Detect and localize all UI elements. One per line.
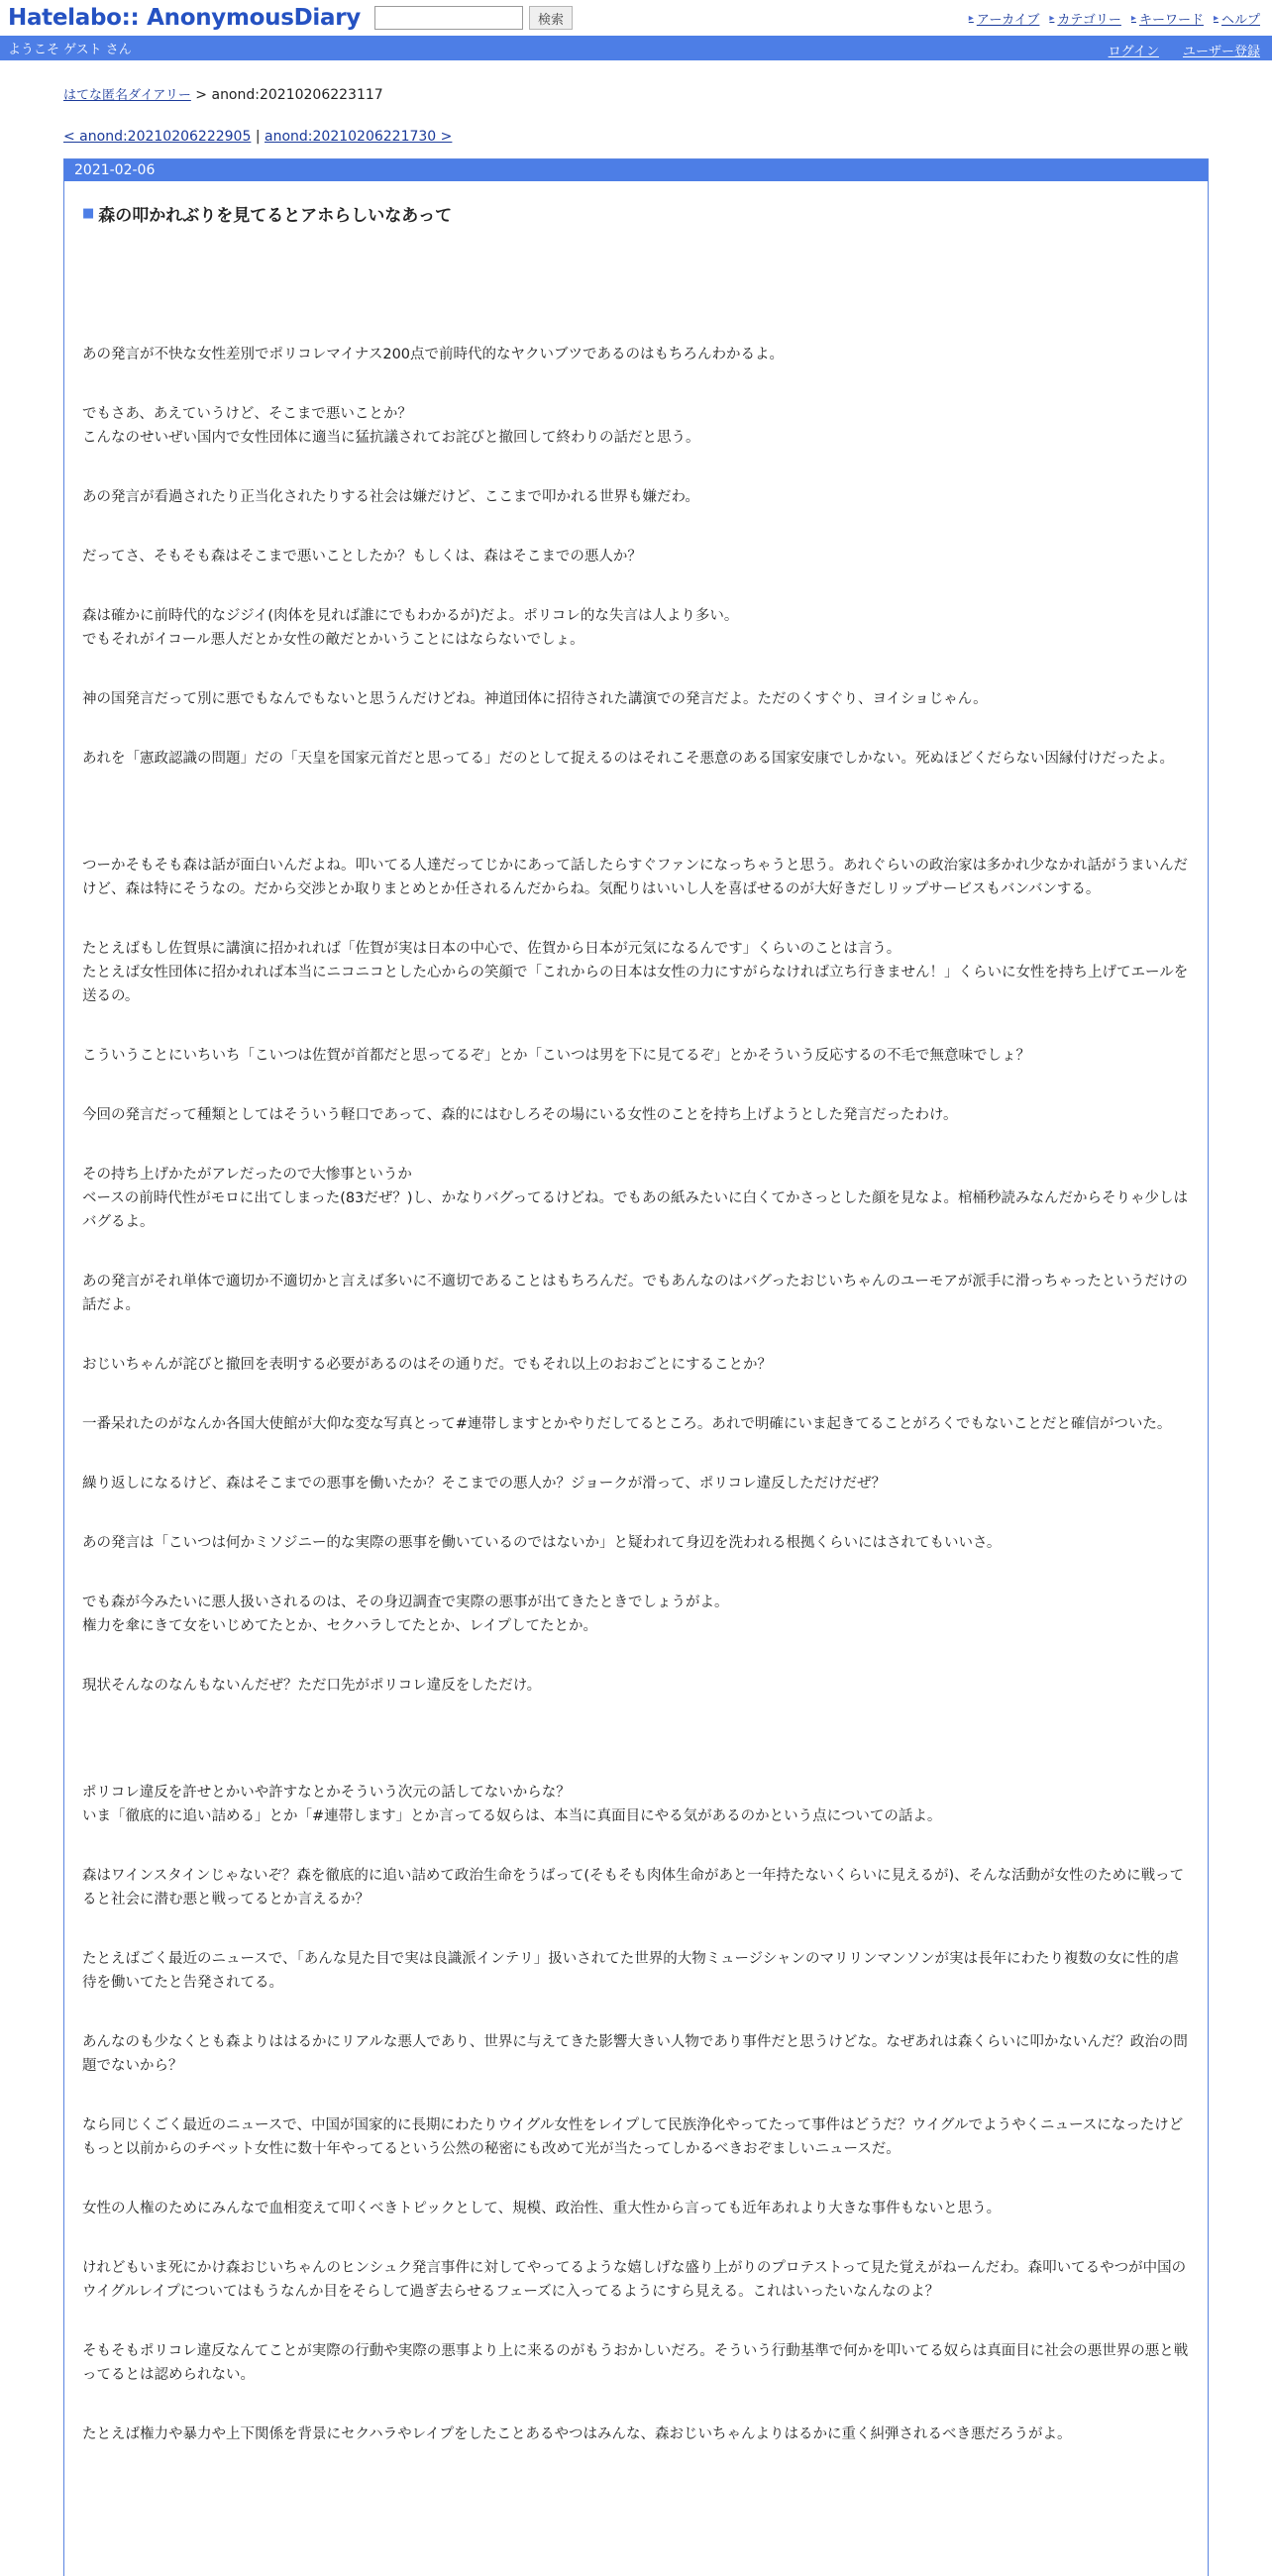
header-nav bbox=[969, 9, 1260, 28]
paragraph-line: あれを「憲政認識の問題」だの「天皇を国家元首だと思ってる」だのとして捉えるのはそれこそ悪意のある国家安康でしかない。死ぬほどくだらない因縁付けだったよ。 bbox=[82, 751, 1174, 767]
paragraph-line: 神の国発言だって別に悪でもなんでもないと思うんだけどね。神道団体に招待された講演での発言だよ。ただのくすぐり、ヨイショじゃん。 bbox=[82, 691, 988, 707]
day-date: 2021-02-06 bbox=[64, 159, 1208, 181]
entry-paragraph bbox=[82, 937, 1190, 1008]
breadcrumb-separator: > bbox=[190, 87, 212, 103]
paragraph-line: ポリコレ違反を許せとかいや許すなとかそういう次元の話してないからな？ bbox=[82, 1785, 571, 1801]
paragraph-line: あんなのも少なくとも森よりははるかにリアルな悪人であり、世界に与えてきた影響大きい人物であり事件だと思うけどな。なぜあれは森くらいに叩かないんだ？政治の問題でないから？ bbox=[82, 2034, 1188, 2074]
arrow-right-icon: ▸ bbox=[1130, 13, 1136, 24]
entry-paragraph bbox=[82, 1531, 1190, 1555]
arrow-right-icon: ▸ bbox=[1213, 13, 1219, 24]
site-logo[interactable]: Hatelabo:: AnonymousDiary bbox=[8, 5, 361, 31]
paragraph-line: なら同じくごく最近のニュースで、中国が国家的に長期にわたりウイグル女性をレイプして民族浄化やってたって事件はどうだ？ウイグルでようやくニュースになったけどもっと以前からのチベット女性に数十年やってるという公然の秘密にも改めて光が当たってしかるべきおぞましいニュースだ。 bbox=[82, 2117, 1184, 2157]
entry-pager bbox=[63, 129, 1209, 145]
entry-paragraph bbox=[82, 1781, 1190, 1828]
paragraph-line: たとえばごく最近のニュースで、「あんな見た目で実は良識派インテリ」扱いされてた世界的大物ミュージシャンのマリリンマンソンが実は長年にわたり複数の女に性的虐待を働いてたと告発されてる。 bbox=[82, 1951, 1179, 1991]
entry-paragraph bbox=[82, 1353, 1190, 1377]
entry-paragraph bbox=[82, 2197, 1190, 2220]
entry-paragraph bbox=[82, 2030, 1190, 2078]
entry-title bbox=[82, 201, 1190, 226]
paragraph-line: 森は確かに前時代的なジジイ(肉体を見れば誰にでもわかるが)だよ。ポリコレ的な失言は人より多い。 bbox=[82, 608, 739, 624]
paragraph-line: あの発言がそれ単体で適切か不適切かと言えば多いに不適切であることはもちろんだ。でもあんなのはバグったおじいちゃんのユーモアが派手に滑っちゃったというだけの話だよ。 bbox=[82, 1274, 1188, 1313]
pager-separator: | bbox=[251, 129, 265, 145]
diary-entry bbox=[64, 201, 1208, 2446]
diary-day bbox=[63, 158, 1209, 2576]
entry-paragraph bbox=[82, 1864, 1190, 1911]
paragraph-line: いま「徹底的に追い詰める」とか「#連帯します」とか言ってる奴らは、本当に真面目にやる気があるのかという点についての話よ。 bbox=[82, 1808, 942, 1824]
paragraph-line: 森はワインスタインじゃないぞ？森を徹底的に追い詰めて政治生命をうばって(そもそも肉体生命があと一年持たないくらいに見えるが)、そんな活動が女性のために戦ってると社会に潜む悪と戦ってるとか言えるか？ bbox=[82, 1868, 1185, 1907]
entry-paragraph bbox=[82, 1591, 1190, 1638]
entry-paragraph bbox=[82, 2256, 1190, 2304]
paragraph-line: あの発言は「こいつは何かミソジニー的な実際の悪事を働いているのではないか」と疑われて身辺を洗われる根拠くらいにはされてもいいさ。 bbox=[82, 1535, 1002, 1551]
paragraph-line: たとえば女性団体に招かれれば本当にニコニコとした心からの笑顔で「これからの日本は女性の力にすがらなければ立ち行きません！」くらいに女性を持ち上げてエールを送るの。 bbox=[82, 965, 1189, 1004]
paragraph-line: そもそもポリコレ違反なんてことが実際の行動や実際の悪事より上に来るのがもうおかしいだろ。そういう行動基準で何かを叩いてる奴らは真面目に社会の悪世界の悪と戦ってるとは認められない。 bbox=[82, 2343, 1189, 2383]
paragraph-line: つーかそもそも森は話が面白いんだよね。叩いてる人達だってじかにあって話したらすぐファンになっちゃうと思う。あれぐらいの政治家は多かれ少なかれ話がうまいんだけど、森は特にそうなの。だから交渉とか取りまとめとか任されるんだからね。気配りはいいし人を喜ばせるのが大好きだしリップサービスもバンバンする。 bbox=[82, 858, 1189, 897]
paragraph-line: だってさ、そもそも森はそこまで悪いことしたか？もしくは、森はそこまでの悪人か？ bbox=[82, 549, 642, 565]
entry-paragraph bbox=[82, 747, 1190, 771]
paragraph-line: でもそれがイコール悪人だとか女性の敵だとかいうことにはならないでしょ。 bbox=[82, 632, 584, 648]
paragraph-line: こんなのせいぜい国内で女性団体に適当に猛抗議されてお詫びと撤回して終わりの話だと思う。 bbox=[82, 430, 700, 446]
next-entry-link[interactable]: anond:20210206221730 > bbox=[265, 129, 453, 145]
entry-paragraph bbox=[82, 2422, 1190, 2446]
paragraph-line: でもさあ、あえていうけど、そこまで悪いことか？ bbox=[82, 406, 412, 422]
entry-paragraph bbox=[82, 1472, 1190, 1495]
entry-title-text: 森の叩かれぶりを見てるとアホらしいなあって bbox=[98, 206, 453, 226]
paragraph-line: あの発言が看過されたり正当化されたりする社会は嫌だけど、ここまで叩かれる世界も嫌だわ。 bbox=[82, 489, 699, 505]
paragraph-line: その持ち上げかたがアレだったので大惨事というか bbox=[82, 1167, 412, 1183]
paragraph-line: 権力を傘にきて女をいじめてたとか、セクハラしてたとか、レイプしてたとか。 bbox=[82, 1618, 597, 1634]
entry-paragraph bbox=[82, 687, 1190, 711]
paragraph-line: 現状そんなのなんもないんだぜ？ただ口先がポリコレ違反をしただけ。 bbox=[82, 1678, 542, 1694]
entry-paragraph bbox=[82, 343, 1190, 366]
arrow-right-icon: ▸ bbox=[968, 13, 974, 24]
prev-entry-link[interactable]: < anond:20210206222905 bbox=[63, 129, 252, 145]
arrow-right-icon: ▸ bbox=[1049, 13, 1055, 24]
paragraph-line: 一番呆れたのがなんか各国大使館が大仰な変な写真とって#連帯しますとかやりだしてるところ。あれで明確にいま起きてることがろくでもないことだと確信がついた。 bbox=[82, 1416, 1172, 1432]
login-link[interactable]: ログイン bbox=[1108, 45, 1159, 59]
square-bullet-icon[interactable]: ■ bbox=[82, 206, 95, 221]
entry-paragraph bbox=[82, 1103, 1190, 1127]
entry-paragraph bbox=[82, 854, 1190, 901]
entry-paragraph bbox=[82, 1044, 1190, 1068]
breadcrumb-current: anond:20210206223117 bbox=[211, 87, 383, 103]
entry-body bbox=[82, 343, 1190, 2446]
paragraph-line: あの発言が不快な女性差別でポリコレマイナス200点で前時代的なヤクいブツであるのはもちろんわかるよ。 bbox=[82, 347, 785, 362]
search-input[interactable] bbox=[374, 6, 523, 30]
paragraph-line: おじいちゃんが詫びと撤回を表明する必要があるのはその通りだ。でもそれ以上のおおごとにすることか？ bbox=[82, 1357, 772, 1373]
paragraph-line: 今回の発言だって種類としてはそういう軽口であって、森的にはむしろその場にいる女性のことを持ち上げようとした発言だったわけ。 bbox=[82, 1107, 958, 1123]
nav-category-link[interactable]: ▸ カテゴリー bbox=[1049, 13, 1121, 28]
entry-paragraph bbox=[82, 2339, 1190, 2387]
entry-paragraph bbox=[82, 1674, 1190, 1698]
entry-paragraph bbox=[82, 604, 1190, 652]
breadcrumb bbox=[63, 84, 1209, 103]
entry-paragraph bbox=[82, 1412, 1190, 1436]
entry-paragraph bbox=[82, 2113, 1190, 2161]
entry-paragraph bbox=[82, 545, 1190, 568]
entry-paragraph bbox=[82, 485, 1190, 509]
nav-keyword-link[interactable]: ▸ キーワード bbox=[1130, 13, 1204, 28]
paragraph-line: こういうことにいちいち「こいつは佐賀が首都だと思ってるぞ」とか「こいつは男を下に見てるぞ」とかそういう反応するの不毛で無意味でしょ？ bbox=[82, 1048, 1030, 1064]
entry-paragraph bbox=[82, 1270, 1190, 1317]
register-link[interactable]: ユーザー登録 bbox=[1182, 45, 1260, 59]
nav-help-link[interactable]: ▸ ヘルプ bbox=[1213, 13, 1260, 28]
welcome-text: ようこそ ゲスト さん bbox=[8, 43, 132, 57]
entry-paragraph bbox=[82, 1947, 1190, 1995]
entry-paragraph bbox=[82, 1163, 1190, 1234]
breadcrumb-home-link[interactable]: はてな匿名ダイアリー bbox=[63, 88, 191, 103]
search-form bbox=[374, 6, 573, 30]
paragraph-line: 繰り返しになるけど、森はそこまでの悪事を働いたか？そこまでの悪人か？ジョークが滑って、ポリコレ違反しただけだぜ？ bbox=[82, 1476, 887, 1492]
nav-archive-link[interactable]: ▸ アーカイブ bbox=[968, 13, 1040, 28]
user-bar bbox=[0, 36, 1272, 60]
paragraph-line: ベースの前時代性がモロに出てしまった(83だぜ？)し、かなりバグってるけどね。でもあの紙みたいに白くてかさっとした顔を見なよ。棺桶秒読みなんだからそりゃ少しはバグるよ。 bbox=[82, 1190, 1188, 1230]
entry-paragraph bbox=[82, 402, 1190, 450]
main-content bbox=[0, 84, 1272, 2576]
paragraph-line: けれどもいま死にかけ森おじいちゃんのヒンシュク発言事件に対してやってるような嬉しげな盛り上がりのプロテストって見た覚えがねーんだわ。森叩いてるやつが中国のウイグルレイプについてはもうなんか目をそらして過ぎ去らせるフェーズに入ってるようにすら見える。これはいったいなんなのよ？ bbox=[82, 2260, 1187, 2300]
paragraph-line: 女性の人権のためにみんなで血相変えて叩くべきトピックとして、規模、政治性、重大性から言っても近年あれより大きな事件もないと思う。 bbox=[82, 2201, 1002, 2216]
search-button[interactable]: 検索 bbox=[529, 6, 573, 30]
paragraph-line: たとえば権力や暴力や上下関係を背景にセクハラやレイプをしたことあるやつはみんな、森おじいちゃんよりはるかに重く糾弾されるべき悪だろうがよ。 bbox=[82, 2426, 1072, 2442]
top-header bbox=[0, 0, 1272, 36]
paragraph-line: たとえばもし佐賀県に講演に招かれれば「佐賀が実は日本の中心で、佐賀から日本が元気になるんです」くらいのことは言う。 bbox=[82, 941, 901, 957]
paragraph-line: でも森が今みたいに悪人扱いされるのは、その身辺調査で実際の悪事が出てきたときでしょうがよ。 bbox=[82, 1595, 729, 1610]
